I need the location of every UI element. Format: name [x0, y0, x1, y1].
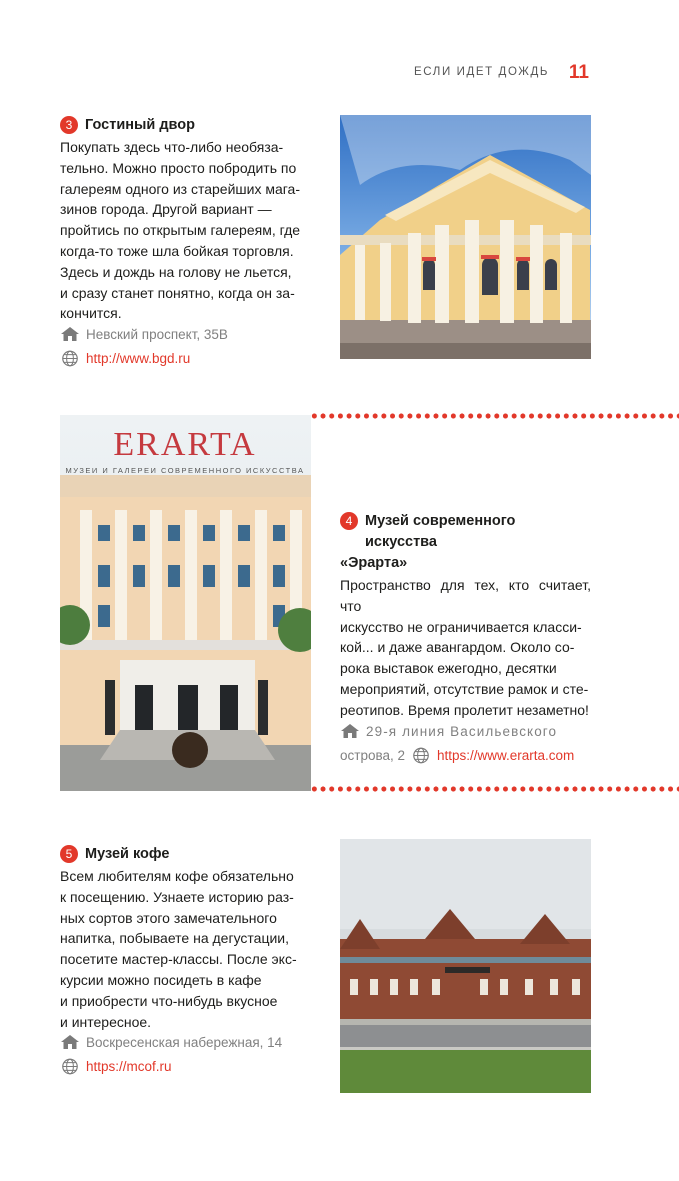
entry-title-line: «Эрарта»: [340, 555, 408, 571]
photo-gostiny-dvor: [340, 115, 591, 359]
text-line: Всем любителям кофе обязательно: [60, 868, 294, 884]
erarta-caption: МУЗЕИ И ГАЛЕРЕИ СОВРЕМЕННОГО ИСКУССТВА: [65, 466, 305, 475]
dotted-divider: [310, 786, 679, 792]
house-icon: [60, 326, 80, 348]
website-link[interactable]: https://mcof.ru: [86, 1059, 172, 1075]
entry-title: [60, 115, 310, 136]
address-text: острова, 2: [340, 747, 405, 763]
entry-number-badge: 3: [60, 116, 78, 134]
text-line: Здесь и дождь на голову не льется,: [60, 263, 292, 280]
website-row: [60, 1056, 310, 1081]
photo-erarta: [60, 415, 311, 791]
entry-description: [60, 137, 310, 324]
entry-title: [60, 844, 310, 865]
website-link[interactable]: http://www.bgd.ru: [86, 351, 191, 367]
text-line: и интересное.: [60, 1013, 152, 1030]
text-line: рока выставок ежегодно, десятки: [340, 660, 557, 677]
erarta-sign: ERARTA: [113, 426, 257, 463]
page-number: 11: [568, 62, 589, 83]
entry-title: [340, 511, 591, 574]
entry-coffee-museum: [60, 844, 310, 1081]
running-head: ЕСЛИ ИДЕТ ДОЖДЬ: [414, 66, 549, 78]
text-line: посетите мастер-классы. После экс-: [60, 951, 297, 968]
text-line: к посещению. Узнаете историю раз-: [60, 888, 294, 905]
website-row: [60, 348, 310, 373]
text-line: ных сортов этого замечательного: [60, 909, 277, 926]
entry-title-line: Музей современного искусства: [365, 513, 516, 550]
website-link[interactable]: https://www.erarta.com: [437, 747, 575, 763]
text-line: галереям одного из старейших мага-: [60, 180, 301, 197]
text-line: кончится.: [60, 305, 122, 322]
text-line: реотипов. Время пролетит незаметно!: [340, 701, 589, 718]
globe-icon: [60, 1058, 80, 1081]
text-line: искусство не ограничивается класси-: [340, 618, 582, 635]
dotted-divider: [310, 413, 679, 419]
entry-gostiny-dvor: [60, 115, 310, 373]
text-line: Покупать здесь что-либо необяза-: [60, 139, 284, 155]
house-icon: [60, 1034, 80, 1056]
text-line: и сразу станет понятно, когда он за-: [60, 284, 295, 301]
address-text: Невский проспект, 35В: [86, 327, 228, 343]
entry-number-badge: 5: [60, 845, 78, 863]
text-line: кой... и даже авангардом. Около со-: [340, 639, 575, 656]
entry-erarta: [340, 511, 591, 770]
entry-title-text: Гостиный двор: [85, 117, 195, 133]
entry-title-text: [340, 511, 591, 574]
address-website-row: [340, 745, 591, 770]
address-row: [60, 324, 310, 348]
photo-coffee-museum: [340, 839, 591, 1093]
address-row: [60, 1032, 310, 1056]
entry-description: [60, 866, 310, 1032]
entry-description: [340, 575, 591, 721]
entry-title-text: Музей кофе: [85, 846, 170, 862]
text-line: зинов города. Другой вариант —: [60, 201, 272, 218]
text-line: пройтись по открытым галереям, где: [60, 222, 301, 239]
address-text: Воскресенская набережная, 14: [86, 1035, 283, 1051]
globe-icon: [60, 350, 80, 373]
address-text: 29-я линия Васильевского: [366, 723, 558, 739]
text-line: напитка, побываете на дегустации,: [60, 930, 289, 947]
house-icon: [340, 723, 360, 745]
text-line: Пространство для тех, кто считает, что: [340, 577, 591, 614]
text-line: курсии можно посидеть в кафе: [60, 971, 262, 988]
entry-number-badge: 4: [340, 512, 358, 530]
text-line: мероприятий, отсутствие рамок и сте-: [340, 680, 589, 697]
text-line: когда-то тоже шла бойкая торговля.: [60, 242, 294, 259]
text-line: и приобрести что-нибудь вкусное: [60, 992, 278, 1009]
address-row: [340, 721, 591, 745]
text-line: тельно. Можно просто побродить по: [60, 159, 297, 176]
globe-icon: [411, 747, 431, 770]
